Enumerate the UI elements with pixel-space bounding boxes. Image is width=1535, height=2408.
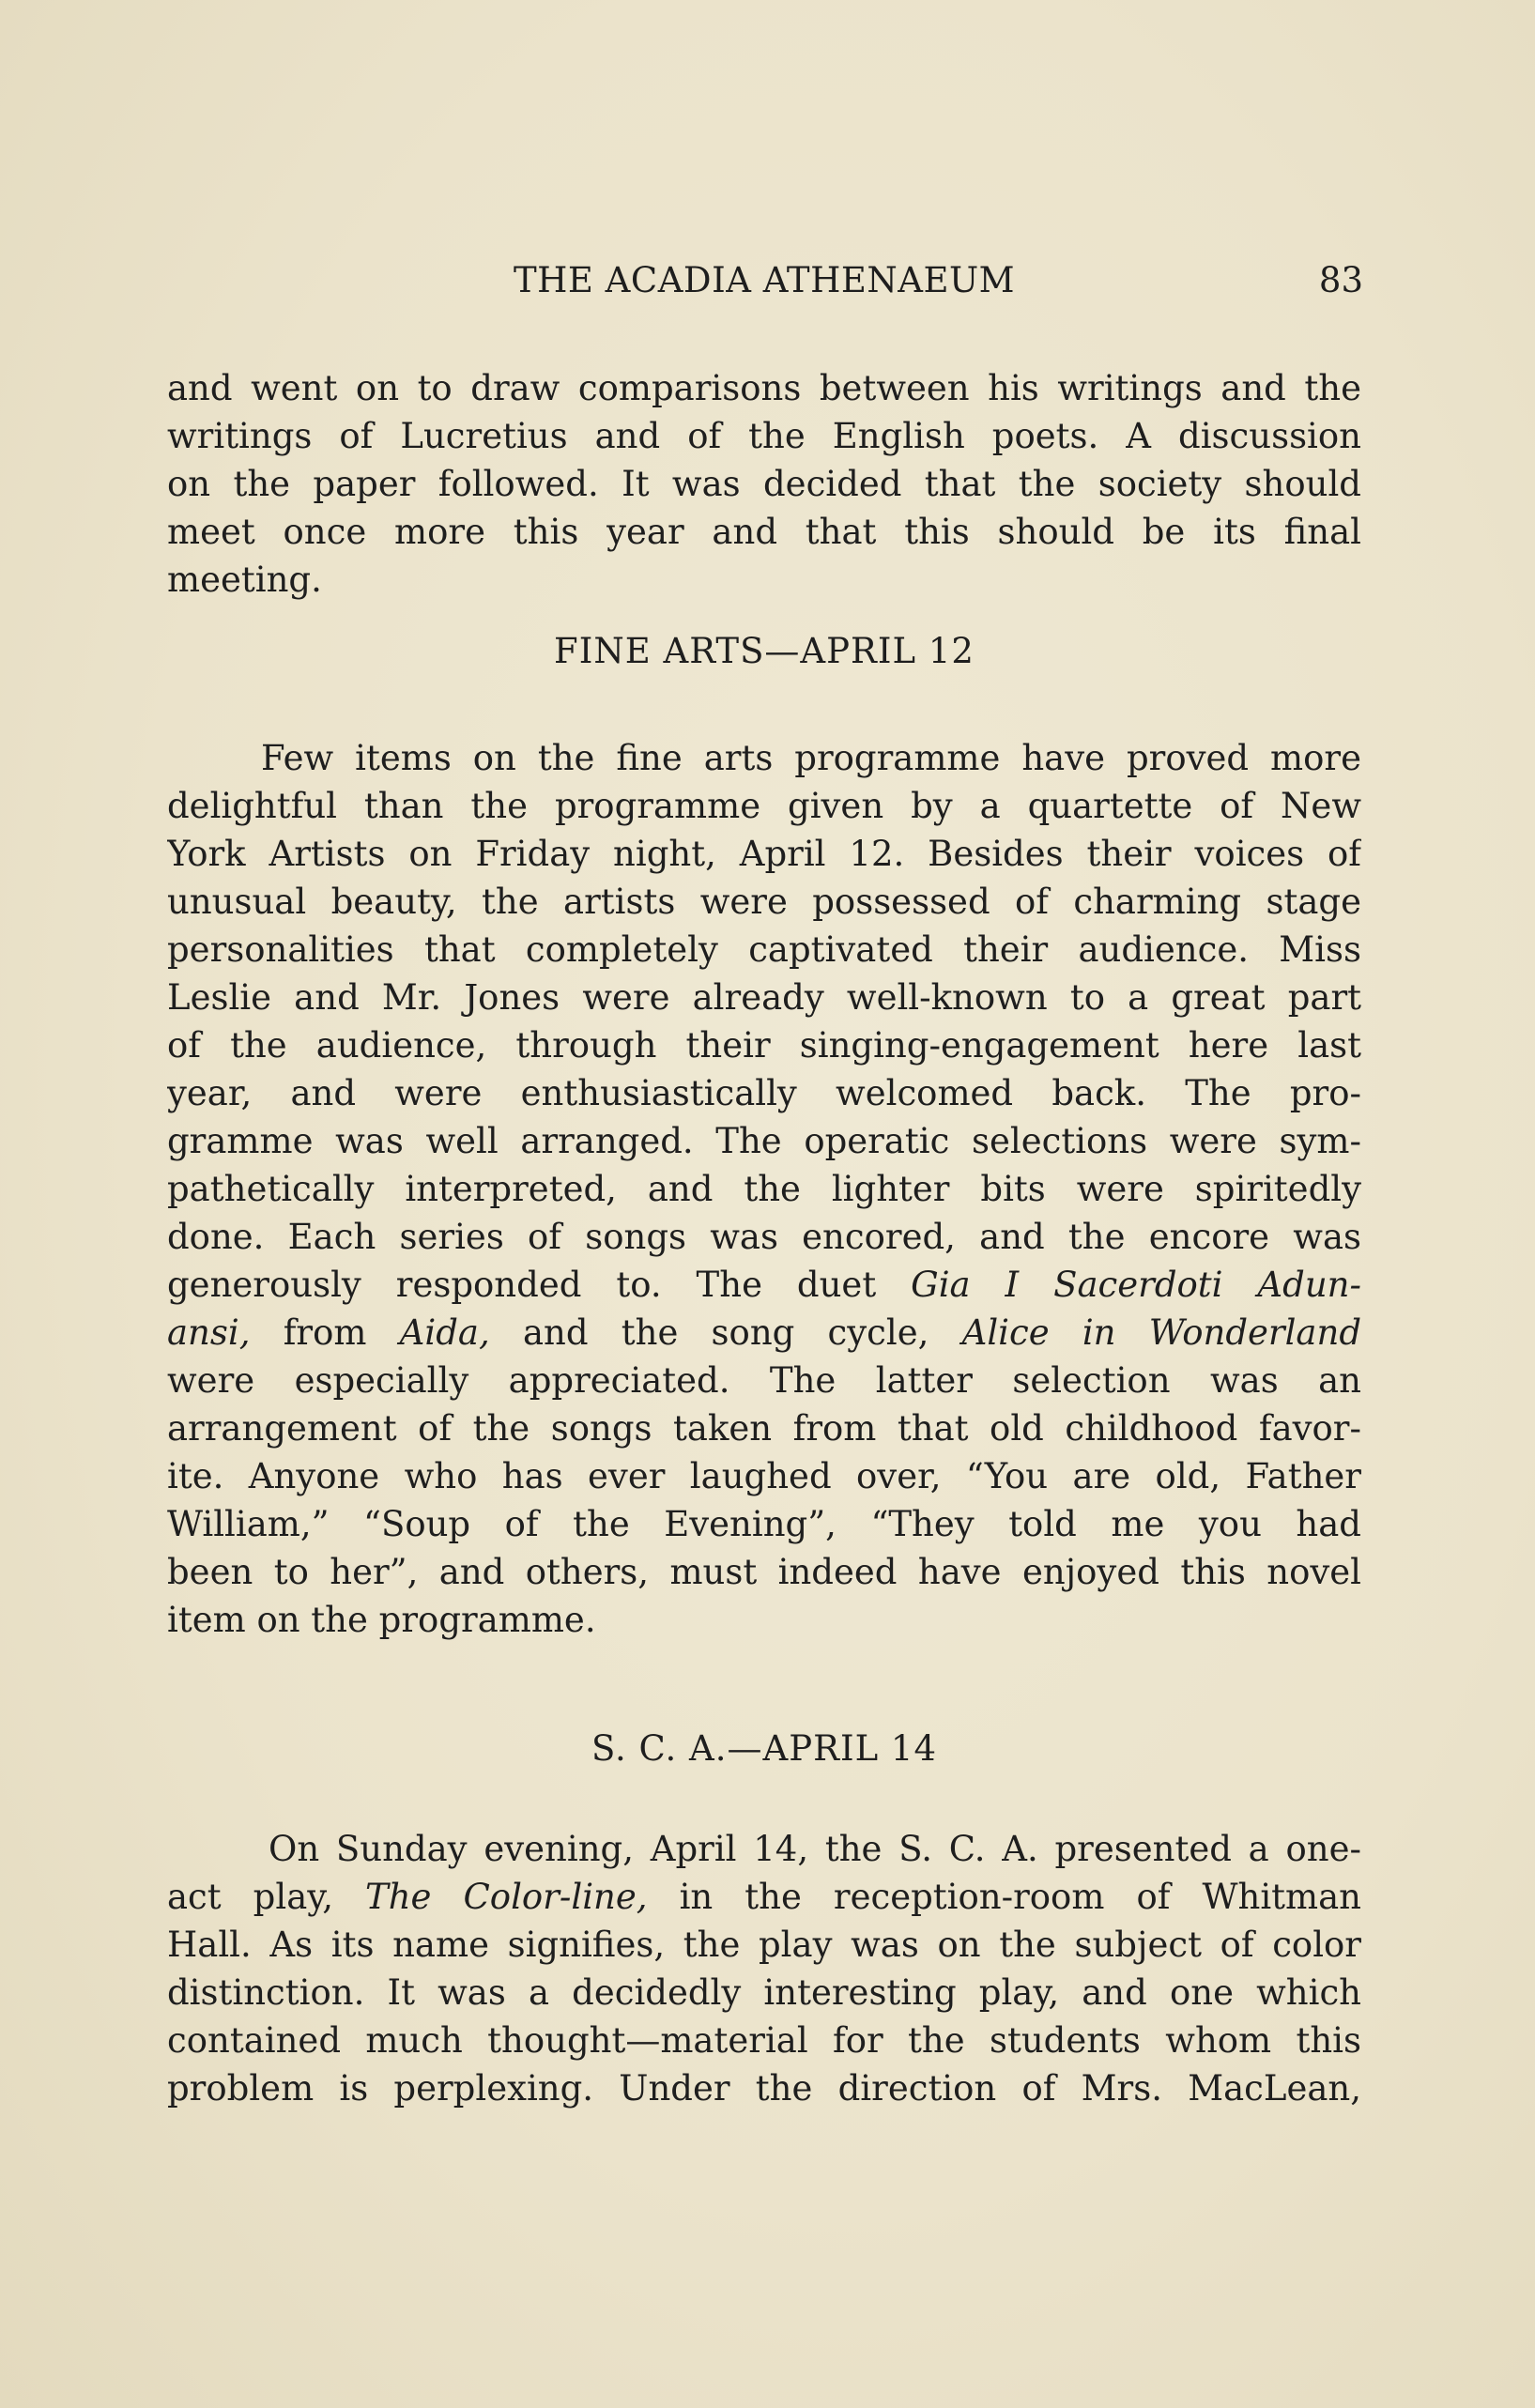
running-title: THE ACADIA ATHENAEUM: [513, 260, 1016, 300]
section-heading-fine-arts: FINE ARTS—APRIL 12: [554, 631, 975, 671]
text-line: of the audience, through their singing-engagement here last: [167, 1025, 1361, 1066]
text-line: meet once more this year and that this should be its final: [167, 512, 1361, 552]
text-line: ansi, from Aida, and the song cycle, Alice in Wonderland: [167, 1312, 1361, 1353]
text-line: generously responded to. The duet Gia I Sacerdoti Adun-: [167, 1265, 1361, 1305]
intro-paragraph: [167, 364, 1361, 604]
text-line: Leslie and Mr. Jones were already well-known to a great part: [167, 977, 1361, 1018]
text-line: on the paper followed. It was decided that the society should: [167, 464, 1361, 504]
text-line: pathetically interpreted, and the lighter bits were spiritedly: [167, 1169, 1361, 1209]
text-line: On Sunday evening, April 14, the S. C. A. presented a one-: [269, 1829, 1361, 1869]
text-line: contained much thought—material for the students whom this: [167, 2020, 1361, 2061]
text-line: York Artists on Friday night, April 12. Besides their voices of: [167, 834, 1361, 874]
text-line: delightful than the programme given by a quartette of New: [167, 786, 1361, 826]
text-line: gramme was well arranged. The operatic selections were sym-: [167, 1121, 1361, 1161]
text-line: distinction. It was a decidedly interesting play, and one which: [167, 1972, 1361, 2013]
text-line: meeting.: [167, 560, 322, 600]
text-line: were especially appreciated. The latter selection was an: [167, 1360, 1361, 1401]
text-line: been to her”, and others, must indeed have enjoyed this novel: [167, 1552, 1361, 1592]
section-heading-sca: S. C. A.—APRIL 14: [591, 1728, 938, 1769]
sca-paragraph: [167, 1825, 1361, 2112]
text-line: item on the programme.: [167, 1600, 596, 1640]
text-line: ite. Anyone who has ever laughed over, “You are old, Father: [167, 1456, 1361, 1496]
text-line: personalities that completely captivated their audience. Miss: [167, 929, 1361, 970]
text-line: arrangement of the songs taken from that old childhood favor-: [167, 1408, 1361, 1449]
text-line: act play, The Color-line, in the reception-room of Whitman: [167, 1877, 1361, 1917]
text-line: done. Each series of songs was encored, and the encore was: [167, 1217, 1361, 1257]
fine-arts-paragraph: [167, 734, 1361, 1644]
running-header: [165, 257, 1363, 304]
text-line: problem is perplexing. Under the direction of Mrs. MacLean,: [167, 2068, 1361, 2109]
text-line: year, and were enthusiastically welcomed back. The pro-: [167, 1073, 1361, 1113]
text-line: Few items on the fine arts programme have proved more: [261, 738, 1361, 778]
text-line: unusual beauty, the artists were possessed of charming stage: [167, 882, 1361, 922]
text-line: writings of Lucretius and of the English poets. A discussion: [167, 416, 1361, 456]
text-line: William,” “Soup of the Evening”, “They told me you had: [167, 1504, 1361, 1544]
text-line: and went on to draw comparisons between his writings and the: [167, 368, 1361, 408]
text-line: Hall. As its name signifies, the play was on the subject of color: [167, 1925, 1361, 1965]
page-number: 83: [1318, 260, 1363, 300]
